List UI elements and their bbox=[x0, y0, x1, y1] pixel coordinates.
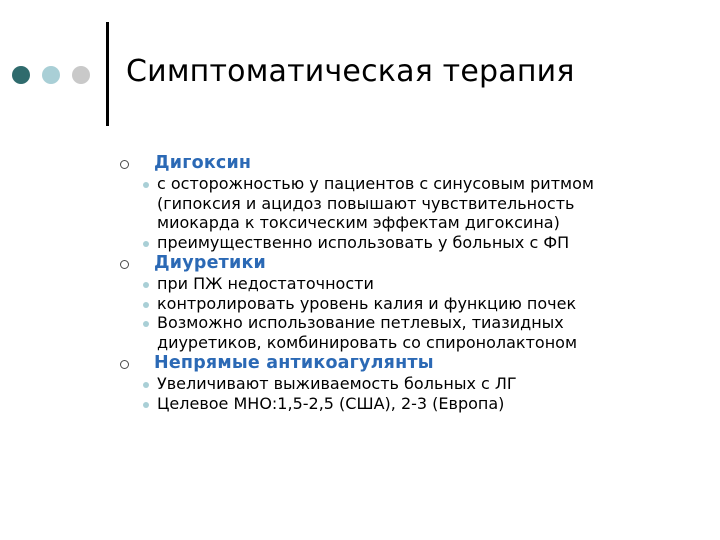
list-item-text: контролировать уровень калия и функцию почек bbox=[157, 293, 577, 313]
list-item-text: преимущественно использовать у больных с ФП bbox=[157, 232, 570, 252]
section-anticoagulants bbox=[126, 352, 686, 374]
list-item bbox=[126, 174, 686, 233]
list-item bbox=[126, 274, 686, 294]
dot-bullet-icon bbox=[143, 182, 149, 188]
list-item bbox=[126, 294, 686, 314]
ring-bullet-icon bbox=[120, 260, 129, 269]
list-item-text: Увеличивают выживаемость больных с ЛГ bbox=[157, 374, 517, 393]
ring-bullet-icon bbox=[120, 360, 129, 369]
dot-bullet-icon bbox=[143, 282, 149, 288]
list-item-text: с осторожностью у пациентов с синусовым ритмом (гипоксия и ацидоз повышают чувствительность миокарда к токсическим эффектам дигоксина) bbox=[157, 174, 594, 232]
dot-bullet-icon bbox=[143, 302, 149, 308]
decor-dot-gray bbox=[72, 66, 90, 84]
dot-bullet-icon bbox=[143, 321, 149, 327]
decor-dot-dark bbox=[12, 66, 30, 84]
section-heading: Диуретики bbox=[154, 253, 266, 273]
list-item bbox=[126, 233, 686, 253]
ring-bullet-icon bbox=[120, 160, 129, 169]
section-heading: Непрямые антикоагулянты bbox=[154, 353, 434, 373]
section-heading: Дигоксин bbox=[154, 153, 252, 173]
list-item-text: при ПЖ недостаточности bbox=[157, 274, 374, 293]
slide-content bbox=[126, 152, 686, 413]
dot-bullet-icon bbox=[143, 402, 149, 408]
list-item bbox=[126, 313, 686, 352]
list-item bbox=[126, 394, 686, 414]
section-digoxin bbox=[126, 152, 686, 174]
list-item-text: Целевое МНО:1,5-2,5 (США), 2-3 (Европа) bbox=[157, 393, 505, 413]
dot-bullet-icon bbox=[143, 241, 149, 247]
slide-title: Симптоматическая терапия bbox=[126, 54, 575, 89]
dot-bullet-icon bbox=[143, 382, 149, 388]
title-divider bbox=[106, 22, 109, 126]
section-diuretics bbox=[126, 252, 686, 274]
list-item bbox=[126, 374, 686, 394]
list-item-text: Возможно использование петлевых, тиазидных диуретиков, комбинировать со спиронолактоном bbox=[157, 313, 578, 352]
decor-dot-light bbox=[42, 66, 60, 84]
